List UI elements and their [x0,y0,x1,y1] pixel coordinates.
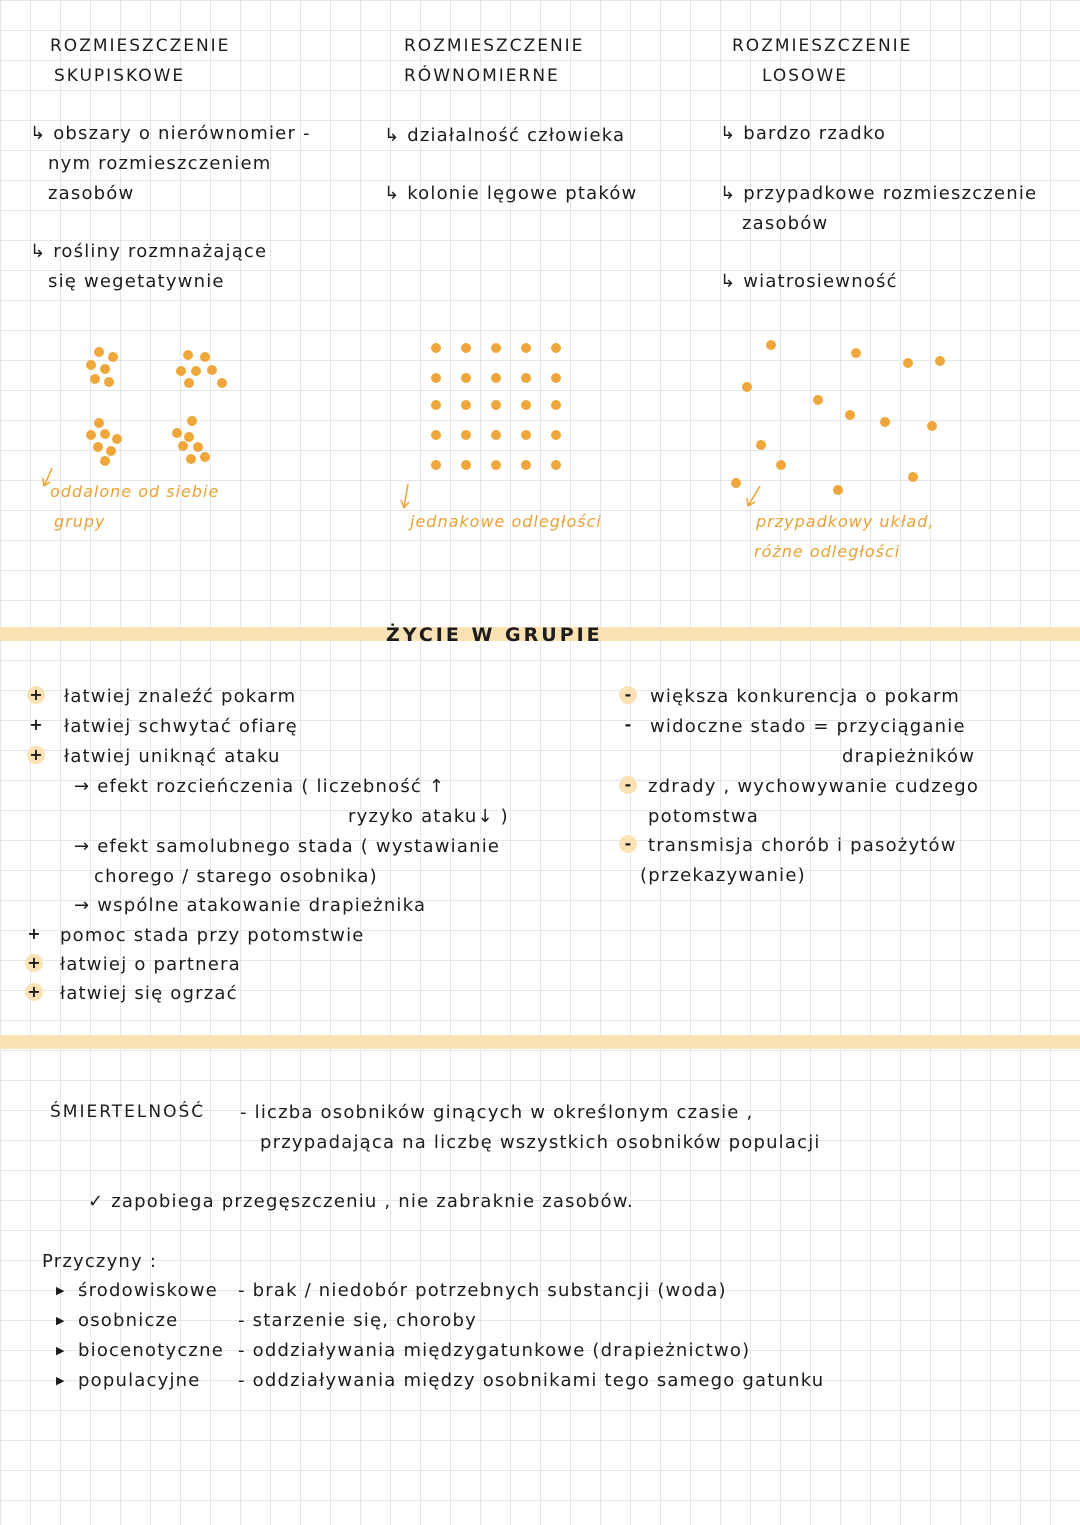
con-item: potomstwa [648,806,760,827]
dot [845,410,855,420]
dot [521,343,531,353]
causes-title: Przyczyny : [42,1251,158,1272]
pro-item: łatwiej uniknąć ataku [64,746,281,767]
mortality-definition-line2: przypadająca na liczbę wszystkich osobników populacji [260,1132,821,1153]
dot [86,360,96,370]
clumped-bullet1-line3: zasobów [48,183,135,204]
dot [551,400,561,410]
dot [172,428,182,438]
dot [756,440,766,450]
dot [731,478,741,488]
dot [491,373,501,383]
dot [551,373,561,383]
uniform-bullet2: ↳ kolonie lęgowe ptaków [384,183,638,204]
dot [491,430,501,440]
dot [184,432,194,442]
clumped-bullet1-line1: ↳ obszary o nierównomier - [30,123,311,144]
con-item: (przekazywanie) [640,865,806,886]
dot [813,395,823,405]
dot [521,430,531,440]
dot [431,430,441,440]
cause-description: - oddziaływania między osobnikami tego samego gatunku [238,1370,825,1391]
dot [742,382,752,392]
triangle-bullet-icon: ▶ [56,1344,65,1357]
section-highlight-band [0,1035,1080,1049]
minus-icon: - [619,686,637,704]
dot [461,460,471,470]
dot [94,347,104,357]
dot [90,374,100,384]
pro-subitem: → wspólne atakowanie drapieżnika [74,895,427,916]
cause-name: biocenotyczne [78,1340,224,1361]
triangle-bullet-icon: ▶ [56,1374,65,1387]
minus-icon: - [624,715,632,734]
dot [100,364,110,374]
dot [431,460,441,470]
random-caption-line2: różne odległości [754,542,901,561]
pro-subitem: → efekt rozcieńczenia ( liczebność ↑ [74,776,446,797]
clumped-caption-line2: grupy [54,512,106,531]
plus-icon: + [29,715,43,734]
dot [903,358,913,368]
dot [461,430,471,440]
triangle-bullet-icon: ▶ [56,1314,65,1327]
plus-icon: + [27,746,45,764]
con-item: transmisja chorób i pasożytów [648,835,957,856]
uniform-title-line2: RÓWNOMIERNE [404,66,560,86]
dot [106,446,116,456]
cause-description: - starzenie się, choroby [238,1310,477,1331]
clumped-bullet2-line2: się wegetatywnie [48,271,225,292]
pro-item: łatwiej znaleźć pokarm [64,686,297,707]
random-title-line1: ROZMIESZCZENIE [732,36,913,56]
random-caption-line1: przypadkowy układ, [756,512,935,531]
cause-name: populacyjne [78,1370,201,1391]
pro-item: łatwiej schwytać ofiarę [64,716,298,737]
dot [880,417,890,427]
triangle-bullet-icon: ▶ [56,1284,65,1297]
pro-item: pomoc stada przy potomstwie [60,925,365,946]
cause-description: - oddziaływania międzygatunkowe (drapieżnictwo) [238,1340,751,1361]
dot [461,343,471,353]
dot [491,400,501,410]
cause-description: - brak / niedobór potrzebnych substancji (woda) [238,1280,727,1301]
plus-icon: + [27,924,41,943]
dot [521,373,531,383]
dot [93,442,103,452]
dot [461,400,471,410]
dot [776,460,786,470]
dot [86,430,96,440]
dot [431,400,441,410]
dot [908,472,918,482]
dot [217,378,227,388]
dot [207,365,217,375]
dot [193,442,203,452]
dot [176,366,186,376]
dot [112,434,122,444]
random-title-line2: LOSOWE [762,66,848,86]
uniform-bullet1: ↳ działalność człowieka [384,125,626,146]
random-bullet3: ↳ wiatrosiewność [720,271,898,292]
con-item: większa konkurencja o pokarm [650,686,960,707]
dot [178,441,188,451]
arrow-down-icon [398,482,416,512]
plus-icon: + [25,954,43,972]
con-item: widoczne stado = przyciąganie [650,716,966,737]
dot [200,352,210,362]
dot [108,352,118,362]
cause-name: osobnicze [78,1310,179,1331]
pro-subitem: chorego / starego osobnika) [94,866,378,887]
dot [927,421,937,431]
uniform-caption: jednakowe odległości [410,512,602,531]
pro-subitem: ryzyko ataku↓ ) [348,806,509,827]
dot [491,343,501,353]
dot [100,456,110,466]
dot [200,452,210,462]
arrow-down-icon [742,484,766,510]
dot [187,416,197,426]
dot [491,460,501,470]
dot [551,430,561,440]
dot [431,343,441,353]
con-item: drapieżników [842,746,976,767]
random-bullet1: ↳ bardzo rzadko [720,123,887,144]
dot [191,366,201,376]
dot [521,460,531,470]
clumped-bullet2-line1: ↳ rośliny rozmnażające [30,241,268,262]
dot [833,485,843,495]
cause-name: środowiskowe [78,1280,218,1301]
dot [184,378,194,388]
dot [551,460,561,470]
mortality-definition-line1: - liczba osobników ginących w określonym czasie , [240,1102,754,1123]
mortality-note: ✓ zapobiega przegęszczeniu , nie zabraknie zasobów. [88,1191,634,1212]
clumped-title-line1: ROZMIESZCZENIE [50,36,231,56]
dot [551,343,561,353]
random-bullet2-line2: zasobów [742,213,829,234]
dot [104,377,114,387]
dot [521,400,531,410]
pro-subitem: → efekt samolubnego stada ( wystawianie [74,836,501,857]
dot [935,356,945,366]
group-life-title: ŻYCIE W GRUPIE [386,624,603,646]
clumped-caption-line1: oddalone od siebie [50,482,220,501]
con-item: zdrady , wychowywanie cudzego [648,776,980,797]
uniform-title-line1: ROZMIESZCZENIE [404,36,585,56]
dot [431,373,441,383]
plus-icon: + [25,983,43,1001]
dot [766,340,776,350]
clumped-title-line2: SKUPISKOWE [54,66,186,86]
minus-icon: - [619,835,637,853]
dot [100,429,110,439]
dot [461,373,471,383]
minus-icon: - [619,776,637,794]
dot [183,350,193,360]
pro-item: łatwiej się ogrzać [60,983,238,1004]
dot [186,454,196,464]
clumped-bullet1-line2: nym rozmieszczeniem [48,153,272,174]
pro-item: łatwiej o partnera [60,954,241,975]
random-bullet2-line1: ↳ przypadkowe rozmieszczenie [720,183,1038,204]
plus-icon: + [27,686,45,704]
dot [94,418,104,428]
dot [851,348,861,358]
mortality-term: ŚMIERTELNOŚĆ [50,1102,206,1122]
